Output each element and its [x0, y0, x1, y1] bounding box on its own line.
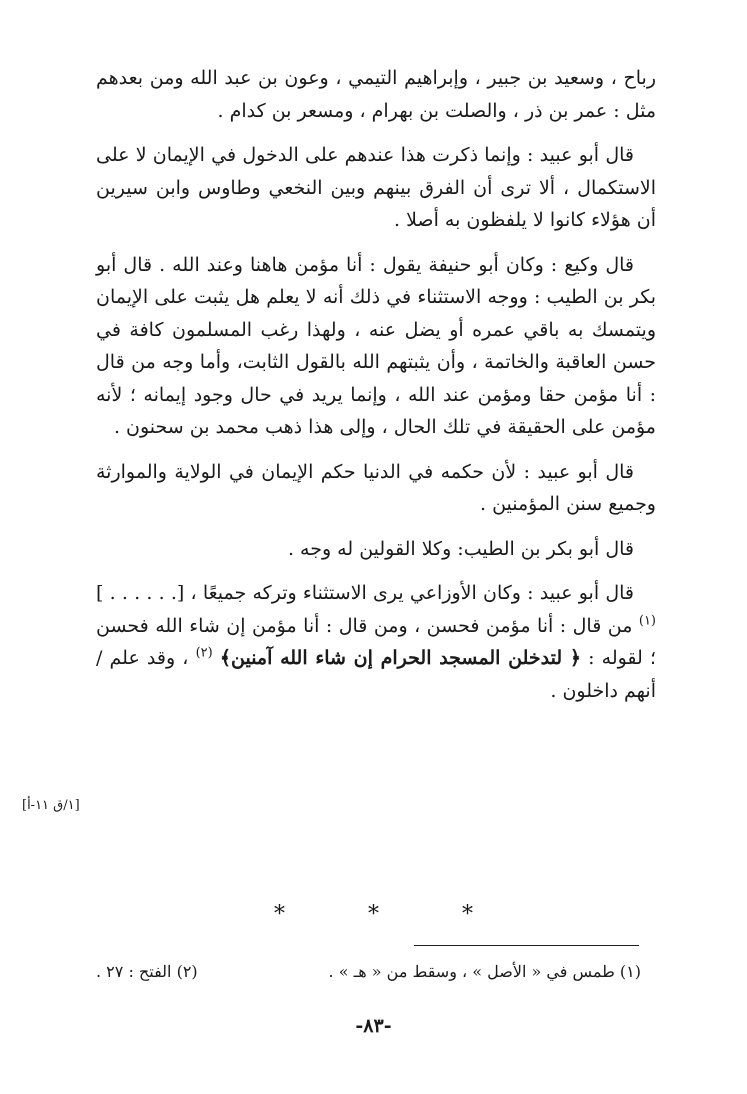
line: إن شاء الله فحسن ؛ لقوله : [96, 614, 657, 669]
line: أبو بكر بن الطيب : ووجه الاستثناء في ذلك أنه لا يعلم هل يثبت [96, 253, 657, 308]
line: قال أبو عبيد : لأن حكمه في الدنيا حكم الإيمان في الولاية [174, 460, 634, 483]
line: المسلمون كافة في حسن العاقبة والخاتمة ، وأن يثبتهم الله بالقول [96, 318, 657, 373]
line: قال أبو عبيد : وإنما ذكرت هذا عندهم على الدخول في الإيمان لا [135, 144, 634, 166]
line: وإلى هذا ذهب محمد بن سحنون . [113, 416, 376, 438]
footnote-divider [414, 945, 639, 946]
paragraph-1 [96, 62, 656, 127]
line: بعدهم مثل : عمر بن ذر ، والصلت بن بهرام ، ومسعر بن كدام . [96, 67, 656, 122]
footnote-1: (١) طمس في « الأصل » ، وسقط من « هـ » . [328, 962, 641, 981]
line: والموارثة وجميع سنن المؤمنين . [96, 460, 656, 515]
line: رباح ، وسعيد بن جبير ، وإبراهيم التيمي ، وعون بن عبد الله ومن [149, 67, 656, 89]
paragraph-3 [96, 249, 656, 444]
line: يريد في حال وجود إيمانه ؛ لأنه مؤمن على الحقيقة في تلك الحال ، [96, 383, 656, 438]
page-body [96, 62, 656, 719]
quran-verse: ﴿ لتدخلن المسجد الحرام إن شاء الله آمنين﴾ [219, 647, 581, 669]
line: من قال : أنا مؤمن فحسن ، ومن قال : أنا مؤمن [251, 614, 633, 637]
lacuna-marker: [. . . . . . ] [96, 582, 185, 604]
footnote-ref-1[interactable]: (١) [638, 613, 656, 629]
footnote-2: (٢) الفتح : ٢٧ . [96, 962, 198, 981]
paragraph-2 [96, 139, 656, 237]
paragraph-5 [96, 533, 656, 566]
section-separator: * * * [274, 902, 511, 927]
footnote-ref-2[interactable]: (٢) [195, 645, 213, 661]
line: قال وكيع : وكان أبو حنيفة يقول : أنا مؤمن هاهنا وعند الله . قال [123, 253, 634, 276]
paragraph-6 [96, 577, 656, 707]
line: على الإيمان ويتمسك به باقي عمره أو يضل عنه ، ولهذا رغب [96, 286, 656, 341]
manuscript-folio-note: [١/ق ١١-أ] [22, 798, 80, 813]
footnotes [96, 962, 641, 981]
paragraph-4 [96, 456, 656, 521]
line: الثابت، وأما وجه من قال : أنا مؤمن حقا ومؤمن عند الله ، وإنما [96, 351, 657, 406]
line: على الاستكمال ، ألا ترى أن الفرق بينهم وبين النخعي وطاوس وابن [96, 144, 657, 199]
page-number: -٨٣- [355, 1015, 392, 1037]
line: قال أبو بكر بن الطيب: وكلا القولين له وجه . [287, 537, 634, 560]
line: ، وقد علم / أنهم داخلون . [96, 647, 656, 702]
line: سيرين أن هؤلاء كانوا لا يلفظون به أصلا . [96, 176, 656, 231]
line: قال أبو عبيد : وكان الأوزاعي يرى الاستثناء وتركه جميعًا ، [190, 582, 635, 604]
